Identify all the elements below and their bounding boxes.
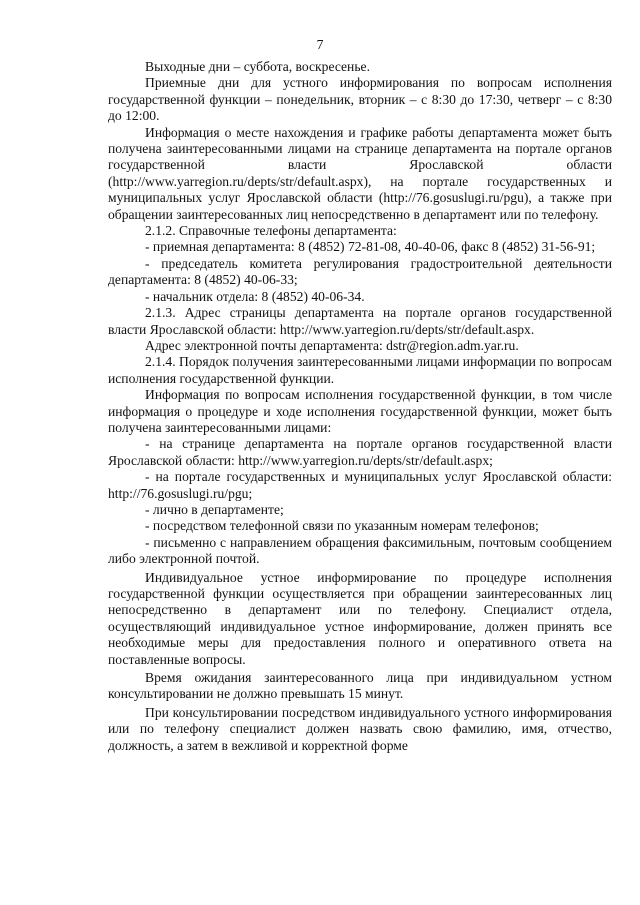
- paragraph-reception-days: Приемные дни для устного информирования по вопросам исполнения государственной функции – понедельник, вторник – с 8:30 до 17:30, четверг – с 8:30 до 12:00.: [108, 75, 612, 124]
- paragraph-phone-reception: - приемная департамента: 8 (4852) 72-81-08, 40-40-06, факс 8 (4852) 31-56-91;: [145, 239, 596, 255]
- paragraph-phone-head: - начальник отдела: 8 (4852) 40-06-34.: [145, 288, 365, 304]
- paragraph-web-address: 2.1.3. Адрес страницы департамента на портале органов государственной власти Ярославской области: http://www.yarregion.ru/depts/str/default.aspx.: [108, 305, 612, 337]
- paragraph-phones-heading: 2.1.2. Справочные телефоны департамента:: [145, 223, 397, 239]
- paragraph-source-in-person: - лично в департаменте;: [145, 501, 284, 517]
- paragraph-phone-chairman: - председатель комитета регулирования градостроительной деятельности департамента: 8 (4852) 40-06-33;: [108, 255, 612, 288]
- paragraph-location-info: Информация о месте нахождения и графике работы департамента может быть получена заинтересованными лицами на странице департамента на портале органов государственной власти Ярославской области (http://www.yarregion.ru/depts/str/default.aspx), на портале государственных и муниципальных услуг Ярославской области (http://76.gosuslugi.ru/pgu), а также при обращении заинтересованных лиц непосредственно в департамент или по телефону.: [108, 124, 612, 222]
- paragraph-source-written: - письменно с направлением обращения факсимильным, почтовым сообщением либо электронной почтой.: [108, 534, 612, 567]
- paragraph-days-off: Выходные дни – суббота, воскресенье.: [145, 59, 370, 74]
- paragraph-individual-oral: Индивидуальное устное информирование по процедуре исполнения государственной функции осуществляется при обращении заинтересованных лиц непосредственно в департамент или по телефону. Специалист отдела, осуществляющий индивидуальное устное информирование, должен принять все необходимые меры для предоставления полного и оперативного ответа на поставленные вопросы.: [108, 569, 612, 667]
- paragraph-source-dept-page: - на странице департамента на портале органов государственной власти Ярославской области: http://www.yarregion.ru/depts/str/default.aspx;: [108, 436, 612, 468]
- document-body: [108, 59, 612, 754]
- paragraph-info-sources-intro: Информация по вопросам исполнения государственной функции, в том числе информация о процедуре и ходе исполнения государственной функции, может быть получена заинтересованными лицами:: [108, 387, 612, 435]
- paragraph-info-procedure-heading: 2.1.4. Порядок получения заинтересованными лицами информации по вопросам исполнения государственной функции.: [108, 354, 612, 386]
- paragraph-consultation-rules: При консультировании посредством индивидуального устного информирования или по телефону специалист должен назвать свою фамилию, имя, отчество, должность, а затем в вежливой и корректной форме: [108, 704, 612, 753]
- paragraph-source-phone: - посредством телефонной связи по указанным номерам телефонов;: [145, 518, 539, 534]
- paragraph-source-gosuslugi: - на портале государственных и муниципальных услуг Ярославской области: http://76.gosuslugi.ru/pgu;: [108, 469, 612, 501]
- page-number: 7: [316, 37, 324, 52]
- paragraph-email-address: Адрес электронной почты департамента: dstr@region.adm.yar.ru.: [145, 337, 519, 353]
- paragraph-waiting-time: Время ожидания заинтересованного лица при индивидуальном устном консультировании не должно превышать 15 минут.: [108, 670, 612, 702]
